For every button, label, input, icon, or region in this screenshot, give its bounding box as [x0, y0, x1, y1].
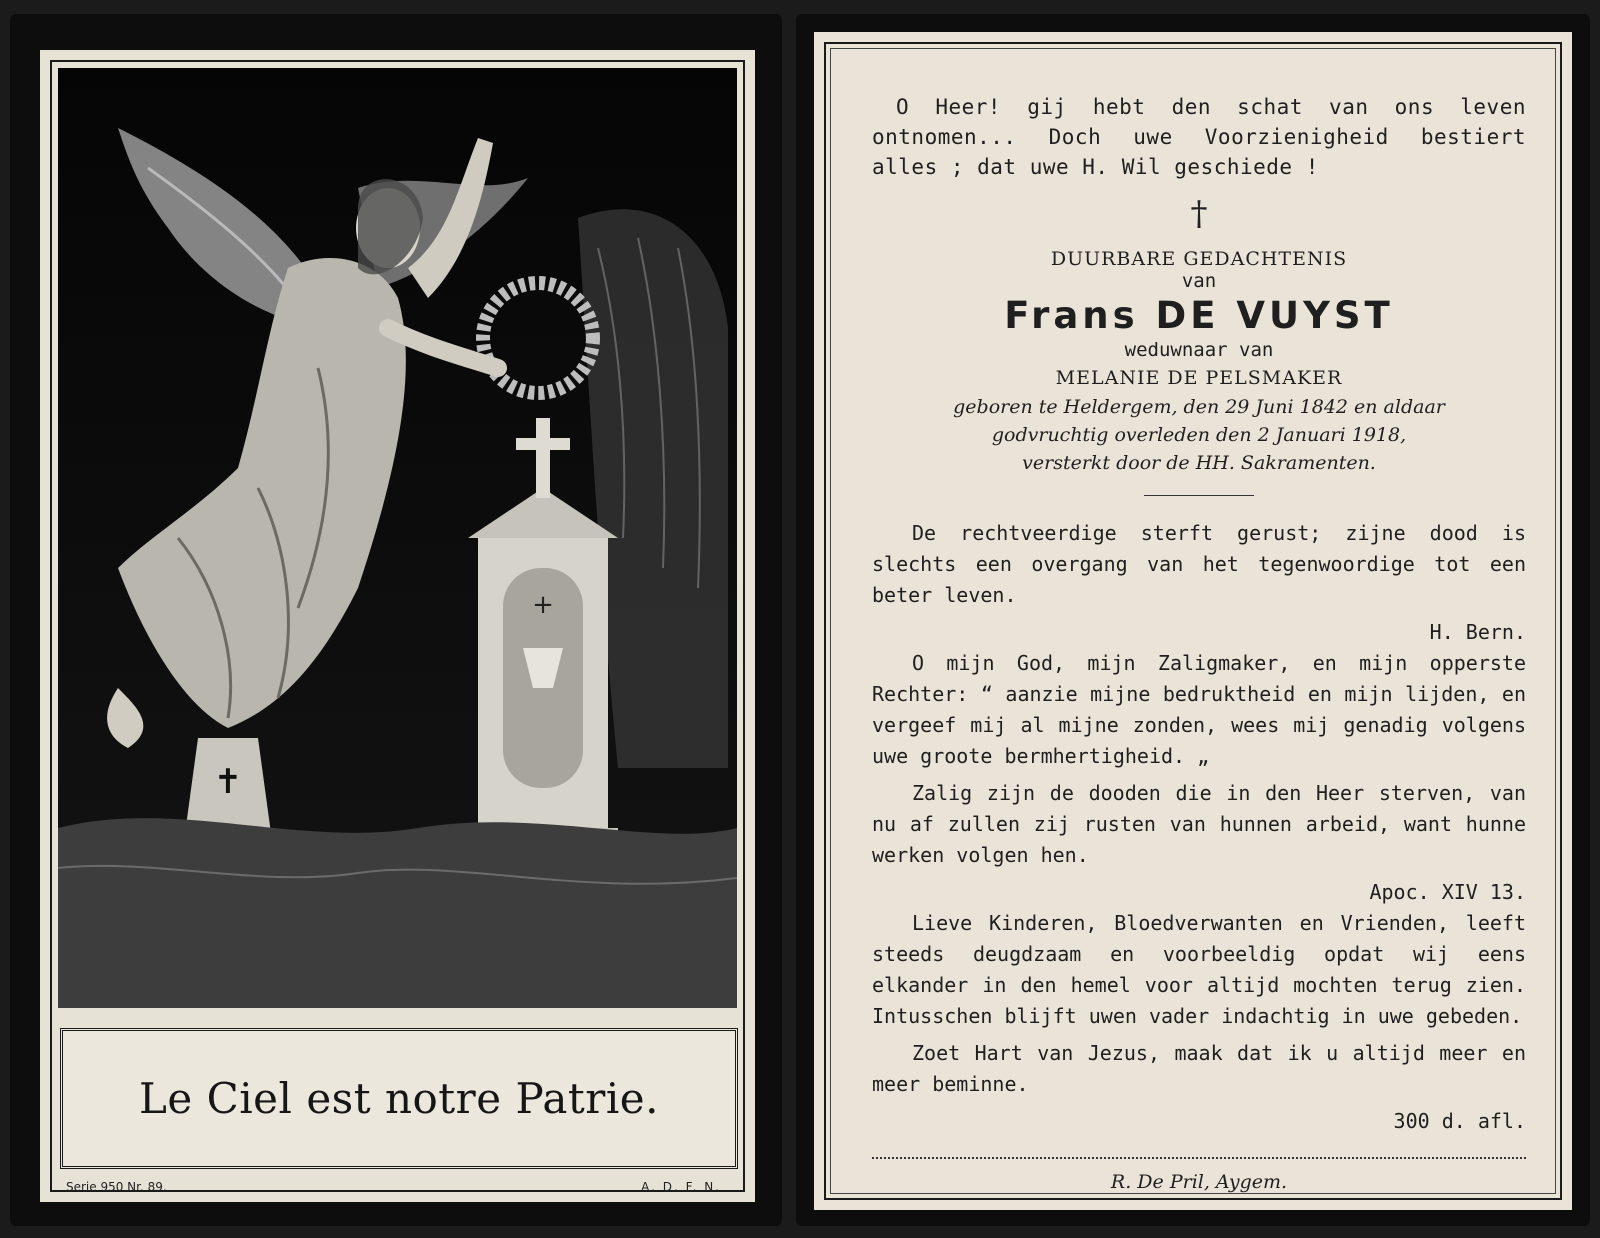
- verse-block: [872, 648, 1526, 772]
- verse-source: Apoc. XIV 13.: [1369, 880, 1526, 904]
- memorial-heading: DUURBARE GEDACHTENIS: [1050, 248, 1348, 270]
- left-card: [10, 14, 782, 1226]
- sacraments-line: versterkt door de HH. Sakramenten.: [1022, 452, 1376, 474]
- death-line: godvruchtig overleden den 2 Januari 1918,: [991, 424, 1407, 446]
- memorial-text: [872, 92, 1526, 1193]
- verse-text: Zalig zijn de dooden die in den Heer sterven, van nu af zullen zij rusten van hunnen arbeid, want hunne werken volgen hen.: [872, 781, 1526, 867]
- van-label: van: [1181, 270, 1217, 292]
- verse-block: [872, 778, 1526, 908]
- verse-source: 300 d. afl.: [1393, 1109, 1526, 1133]
- motto-text: Le Ciel est notre Patrie.: [139, 1074, 659, 1123]
- right-card-inner: [814, 32, 1572, 1210]
- verse-source-row: [872, 877, 1526, 908]
- separator-rule: [1144, 495, 1254, 496]
- verse-block: [872, 908, 1526, 1032]
- verse-text: Zoet Hart van Jezus, maak dat ik u altijd meer en meer beminne.: [872, 1041, 1526, 1096]
- svg-text:✝: ✝: [213, 762, 243, 802]
- verse-block: [872, 1038, 1526, 1137]
- opening-prayer: O Heer! gij hebt den schat van ons leven ontnomen... Doch uwe Voorzienigheid bestiert alles ; dat uwe H. Wil geschiede !: [872, 95, 1526, 179]
- relation-label: weduwnaar van: [1124, 339, 1274, 361]
- verse-source-row: [872, 1106, 1526, 1137]
- series-number: Serie 950 Nr. 89.: [66, 1180, 167, 1194]
- deceased-name: Frans DE VUYST: [1004, 294, 1394, 337]
- publisher-mark: A. D. F. N.: [641, 1180, 721, 1194]
- verse-text: O mijn God, mijn Zaligmaker, en mijn opperste Rechter: “ aanzie mijne bedruktheid en mijn lijden, en vergeef mij al mijne zonden, wees mij genadig volgens uwe groote bermhertigheid. „: [872, 651, 1526, 768]
- verse-text: Lieve Kinderen, Bloedverwanten en Vrienden, leeft steeds deugdzaam en voorbeeldig opdat wij eens elkander in den hemel voor altijd mochten terug zien. Intusschen blijft uwen vader indachtig in uwe gebeden.: [872, 911, 1526, 1028]
- verse-block: [872, 518, 1526, 648]
- printer-credit: R. De Pril, Aygem.: [1110, 1171, 1288, 1193]
- svg-text:+: +: [532, 590, 554, 620]
- spouse-name: MELANIE DE PELSMAKER: [1055, 367, 1343, 389]
- printer-rule: [872, 1157, 1526, 1159]
- verse-source-row: [872, 617, 1526, 648]
- left-card-inner: [40, 50, 755, 1202]
- angel-cemetery-illustration: [58, 68, 737, 1008]
- motto-box: [60, 1028, 738, 1169]
- verse-text: De rechtveerdige sterft gerust; zijne dood is slechts een overgang van het tegenwoordige tot een beter leven.: [872, 521, 1526, 607]
- verse-source: H. Bern.: [1429, 620, 1526, 644]
- right-card: [796, 14, 1590, 1226]
- angel-engraving: [58, 68, 737, 1008]
- cross-icon: †: [1190, 194, 1208, 234]
- birth-line: geboren te Heldergem, den 29 Juni 1842 en aldaar: [953, 396, 1445, 418]
